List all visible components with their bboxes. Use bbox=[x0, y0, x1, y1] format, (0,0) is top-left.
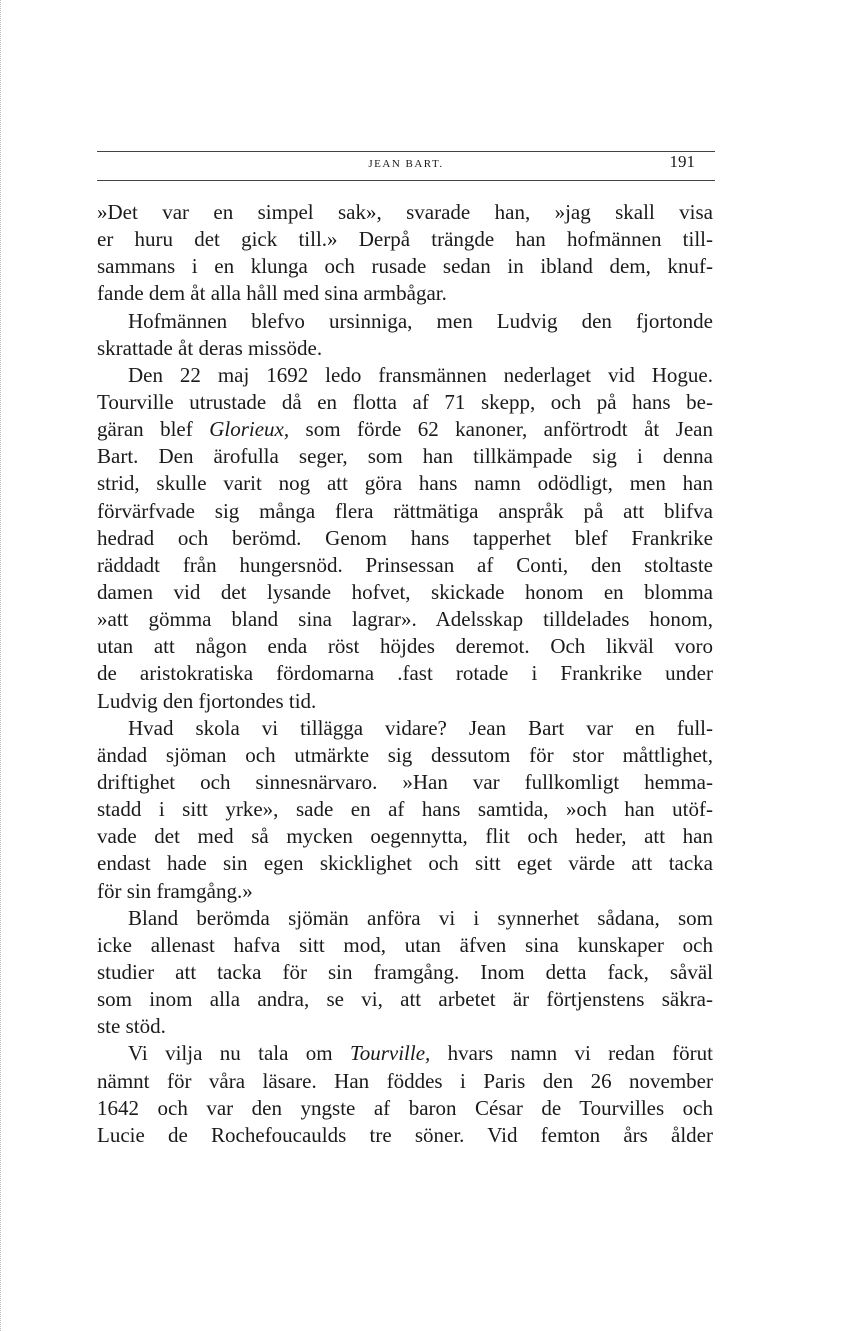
text-line bbox=[97, 660, 713, 687]
paragraph bbox=[97, 308, 713, 362]
text-line bbox=[97, 199, 713, 226]
text-line bbox=[97, 470, 713, 497]
text-segment: ändad sjöman och utmärkte sig dessutom för stor måttlighet, bbox=[97, 742, 713, 767]
page-number: 191 bbox=[669, 152, 695, 171]
text-segment: utan att någon enda röst höjdes deremot. Och likväl voro bbox=[97, 634, 713, 659]
text-segment: studier att tacka för sin framgång. Inom detta fack, såväl bbox=[97, 959, 713, 984]
text-line bbox=[97, 1013, 713, 1040]
running-head bbox=[97, 152, 715, 180]
text-line bbox=[97, 850, 713, 877]
text-line bbox=[97, 688, 713, 715]
text-segment: strid, skulle varit nog att göra hans namn odödligt, men han bbox=[97, 471, 713, 496]
text-line bbox=[97, 606, 713, 633]
text-line bbox=[97, 715, 713, 742]
text-segment: driftighet och sinnesnärvaro. »Han var fullkomligt hemma- bbox=[97, 769, 713, 794]
text-line bbox=[97, 226, 713, 253]
text-segment: förvärfvade sig många flera rättmätiga anspråk på att blifva bbox=[97, 498, 713, 523]
text-line bbox=[97, 1122, 713, 1149]
text-line bbox=[97, 823, 713, 850]
text-segment: för sin framgång.» bbox=[97, 878, 253, 903]
text-segment: som förde 62 kanoner, anförtrodt åt Jean bbox=[289, 417, 714, 442]
italic-text: Tourville, bbox=[349, 1041, 431, 1066]
text-line bbox=[97, 905, 713, 932]
text-line bbox=[97, 1095, 713, 1122]
text-segment: gäran blef bbox=[97, 417, 210, 442]
text-segment: stadd i sitt yrke», sade en af hans samtida, »och han utöf- bbox=[97, 797, 713, 822]
text-segment: sammans i en klunga och rusade sedan in ibland dem, knuf- bbox=[97, 254, 713, 279]
text-segment: »att gömma bland sina lagrar». Adelsskap tilldelades honom, bbox=[97, 607, 713, 632]
text-segment: fande dem åt alla håll med sina armbågar. bbox=[97, 281, 447, 306]
text-line bbox=[97, 1040, 713, 1067]
text-segment: nämnt för våra läsare. Han föddes i Paris den 26 november bbox=[97, 1068, 713, 1093]
paragraph bbox=[97, 362, 713, 715]
text-segment: hedrad och berömd. Genom hans tapperhet blef Frankrike bbox=[97, 525, 713, 550]
text-line bbox=[97, 796, 713, 823]
text-line bbox=[97, 416, 713, 443]
text-line bbox=[97, 878, 713, 905]
text-segment: damen vid det lysande hofvet, skickade honom en blomma bbox=[97, 579, 713, 604]
text-segment: vade det med så mycken oegennytta, flit och heder, att han bbox=[97, 824, 713, 849]
text-segment: Lucie de Rochefoucaulds tre söner. Vid femton års ålder bbox=[97, 1122, 713, 1147]
text-line bbox=[97, 335, 713, 362]
paragraph bbox=[97, 715, 713, 905]
text-line bbox=[97, 253, 713, 280]
text-segment: »Det var en simpel sak», svarade han, »jag skall visa bbox=[97, 200, 713, 224]
paragraph bbox=[97, 199, 713, 308]
text-segment: ste stöd. bbox=[97, 1014, 166, 1039]
text-line bbox=[97, 389, 713, 416]
text-segment: som inom alla andra, se vi, att arbetet är förtjenstens säkra- bbox=[97, 987, 713, 1012]
text-line bbox=[97, 308, 713, 335]
text-segment: Ludvig den fjortondes tid. bbox=[97, 688, 317, 713]
header-rule-bottom bbox=[97, 180, 715, 181]
text-segment: Hvad skola vi tillägga vidare? Jean Bart var en full- bbox=[128, 715, 713, 740]
text-line bbox=[97, 280, 713, 307]
text-line bbox=[97, 552, 713, 579]
text-line bbox=[97, 362, 713, 389]
text-segment: icke allenast hafva sitt mod, utan äfven sina kunskaper och bbox=[97, 932, 713, 957]
text-segment: endast hade sin egen skicklighet och sitt eget värde att tacka bbox=[97, 851, 713, 876]
text-line bbox=[97, 959, 713, 986]
text-segment: Bart. Den ärofulla seger, som han tillkämpade sig i denna bbox=[97, 444, 713, 469]
text-segment: hvars namn vi redan förut bbox=[430, 1041, 713, 1066]
text-segment: Hofmännen blefvo ursinniga, men Ludvig den fjortonde bbox=[128, 308, 713, 333]
text-line bbox=[97, 443, 713, 470]
text-segment: räddadt från hungersnöd. Prinsessan af Conti, den stoltaste bbox=[97, 552, 713, 577]
text-segment: 1642 och var den yngste af baron César de Tourvilles och bbox=[97, 1095, 713, 1120]
page-edge bbox=[0, 0, 3, 1331]
text-segment: skrattade åt deras missöde. bbox=[97, 335, 323, 360]
text-segment: Bland berömda sjömän anföra vi i synnerhet sådana, som bbox=[128, 905, 713, 930]
text-line bbox=[97, 769, 713, 796]
text-line bbox=[97, 1068, 713, 1095]
running-title: JEAN BART. bbox=[368, 158, 444, 170]
italic-text: Glorieux, bbox=[209, 417, 290, 442]
text-line bbox=[97, 932, 713, 959]
text-line bbox=[97, 986, 713, 1013]
text-segment: er huru det gick till.» Derpå trängde han hofmännen till- bbox=[97, 227, 713, 252]
text-line bbox=[97, 498, 713, 525]
text-line bbox=[97, 633, 713, 660]
text-segment: Vi vilja nu tala om bbox=[128, 1041, 350, 1066]
text-segment: de aristokratiska fördomarna .fast rotade i Frankrike under bbox=[97, 661, 713, 686]
paragraph bbox=[97, 905, 713, 1041]
body-text bbox=[97, 199, 713, 1149]
text-line bbox=[97, 579, 713, 606]
text-segment: Tourville utrustade då en flotta af 71 skepp, och på hans be- bbox=[97, 389, 713, 414]
text-segment: Den 22 maj 1692 ledo fransmännen nederlaget vid Hogue. bbox=[128, 362, 713, 387]
text-line bbox=[97, 525, 713, 552]
paragraph bbox=[97, 1040, 713, 1149]
text-line bbox=[97, 742, 713, 769]
